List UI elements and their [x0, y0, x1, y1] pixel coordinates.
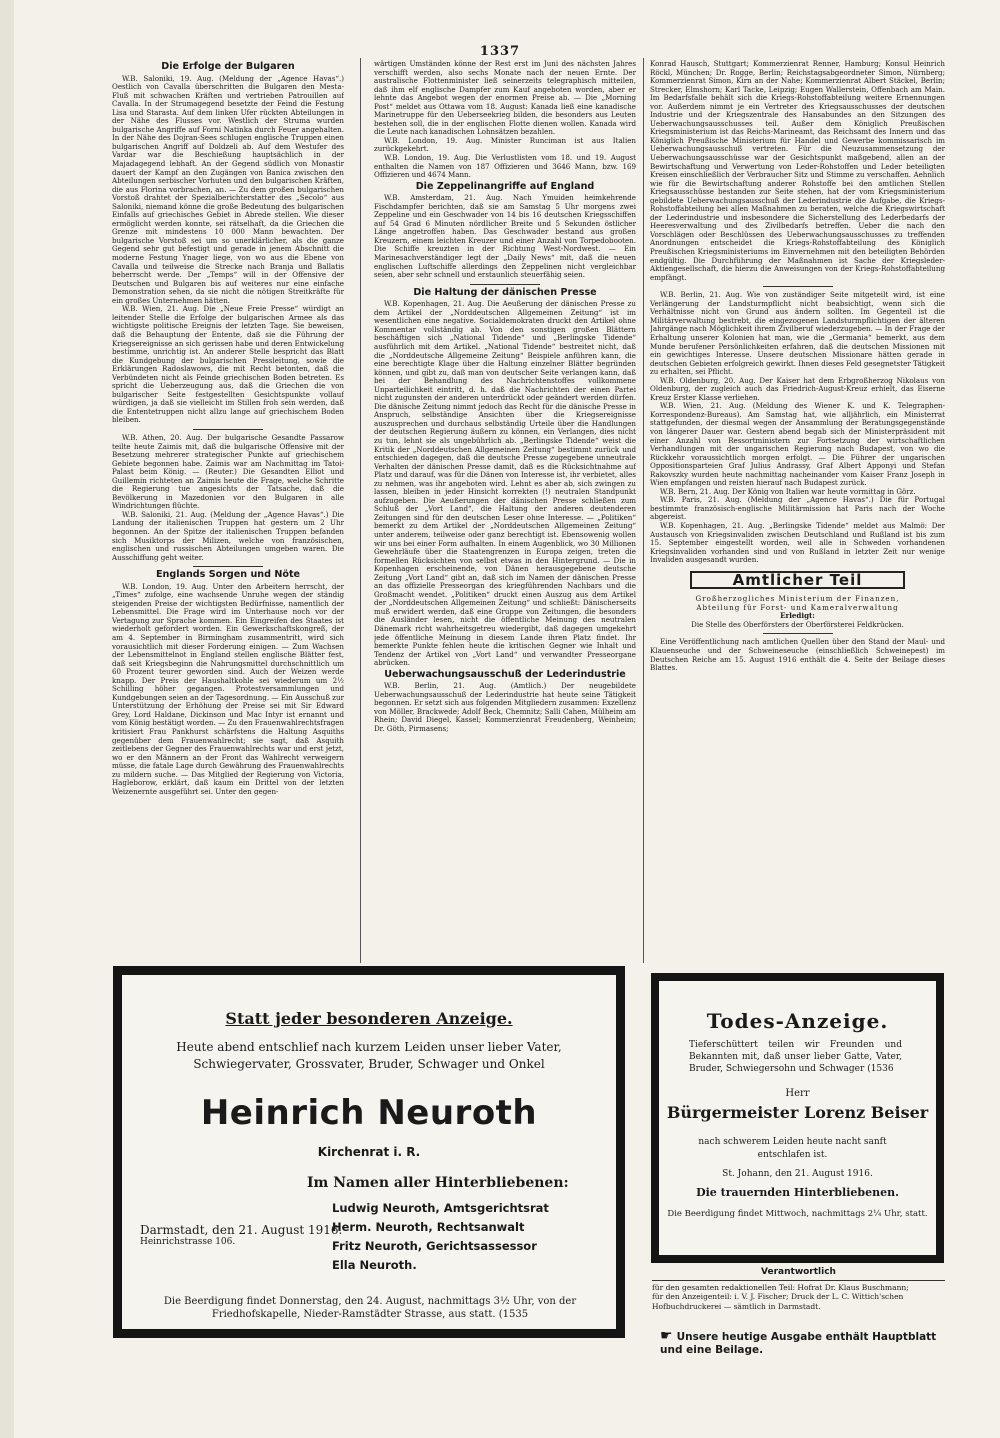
column-divider [643, 58, 644, 963]
death-notice-herr: Herr [785, 1088, 810, 1099]
headline-zeppelin-attacks: Die Zeppelinangriffe auf England [415, 180, 595, 192]
ad-burial-info: Die Beerdigung findet Donnerstag, den 24. August, nachmittags 3½ Uhr, von der Friedhofskapelle, Nieder-Ramstädter Strasse, aus statt. (1535 [163, 1296, 577, 1320]
column-1 [112, 60, 344, 960]
divider [763, 286, 833, 287]
article-paragraph: W.B. Paris, 21. Aug. (Meldung der „Agence Havas“.) Die für Portugal bestimmte französisch-englische Militärmission hat Paris nach der Woche abgereist. [650, 495, 945, 522]
obituary-ad-neuroth [113, 966, 625, 1338]
article-paragraph: W.B. Amsterdam, 21. Aug. Nach Ymuiden heimkehrende Fischdampfer berichten, daß sie am Samstag 5 Uhr morgens zwei Zeppeline und ein Geschwader von 14 bis 16 deutschen Kriegsschiffen auf 54 Grad 6 Minuten nördlicher Breite und 5 Sekunden östlicher Länge angetroffen haben. Das Geschwader bestand aus großen Kreuzern, einem leichten Kreuzer und einer Anzahl von Torpedobooten. Die Schiffe kreuzten in der Richtung West-Nordwest. — Ein Marinesachverständiger legt der „Daily News“ mit, daß die neuen englischen Luftschiffe allerdings den Zeppelinen nicht vergleichbar seien, aber sehr schnell und erstaunlich steuerfähig seien. [374, 193, 636, 280]
death-notice-family: Die trauernden Hinterbliebenen. [696, 1186, 899, 1199]
imprint [652, 1268, 945, 1311]
page-number: 1337 [479, 44, 521, 59]
article-paragraph: W.B. Athen, 20. Aug. Der bulgarische Gesandte Passarow teilte heute Zaimis mit, daß die bulgarische Offensive mit der Besetzung mehrerer strategischer Punkte auf griechischem Gebiete begonnen habe. Zaimis war am Nachmittag im Tatoi-Palast beim König. — (Reuter.) Die Gesandten Elliot und Guillemin richteten an Zaimis heute die Frage, welche Schritte die Regierung tue angesichts der Tatsache, daß die Bevölkerung in Mazedonien vor den Bulgaren in alle Windrichtungen flüchte. [112, 432, 344, 511]
family-member: Herm. Neuroth, Rechtsanwalt [332, 1220, 525, 1234]
article-paragraph: W.B. Saloniki, 21. Aug. (Meldung der „Agence Havas“.) Die Landung der italienischen Truppen hat gestern um 2 Uhr begonnen. An der Spitze der italienischen Truppen befanden sich Musiktorps der Milizen, welche von französischen, englischen und russischen Abteilungen umgeben waren. Die Ausschiffung geht weiter. [112, 509, 344, 562]
deceased-name: Heinrich Neuroth [200, 1093, 538, 1133]
headline-england-worries: Englands Sorgen und Nöte [155, 569, 301, 581]
death-notice-number: (1536 [867, 1064, 894, 1074]
headline-danish-press: Die Haltung der dänischen Presse [413, 286, 597, 298]
column-2 [374, 60, 636, 960]
article-paragraph: W.B. Kopenhagen, 21. Aug. Die Aeußerung der dänischen Presse zu dem Artikel der „Norddeutschen Allgemeinen Zeitung“ ist im wesentlichen eine negative. Socialdemokraten druckt den Artikel ohne Kommentar vollständig ab. Von den sonstigen großen Blättern beschäftigen sich „National Tidende“ und „Berlingske Tidende“ ausführlich mit dem Artikel. „National Tidende“ bestreitet nicht, daß die „Norddeutsche Allgemeine Zeitung“ Beispiele anführen kann, die eine berechtigte Klage über die Haltung einzelner Blätter begründen können, und gibt zu, daß man von deutscher Seite verlangen kann, daß bei der Behandlung des Nachrichtenstoffes vollkommene Unparteilichkeit eintritt, d. h. daß die Nachrichten der einen Partei nicht zugunsten der anderen unterdrückt oder geändert werden dürfen. Die dänische Zeitung nimmt jedoch das Recht für die dänische Presse in Anspruch, selbständige Ansichten über die Kriegsereignisse auszusprechen und durchaus selbständig Urteile über die Handlungen der deutschen Regierung äußern zu können, ein Verlangen, dies nicht zu tun, lehnt sie als ungebührlich ab. „Berlingske Tidende“ weist die Kritik der „Norddeutschen Allgemeinen Zeitung“ bestimmt zurück und entschieden dagegen, daß die deutsche Presse zugegebene unneutrale Verhalten der dänischen Presse damit, daß es die Rücksichtnahme auf Platz und darauf, was für die Dänen von Interesse ist, ihr verbietet, alles zu nehmen, was ihr angeboten wird. Lehnt es aber ab, sich zwingen zu lassen, bleiben in jeder Hinsicht korrekten (!) neutralen Standpunkt aufzugeben. Die Aeußerungen der dänischen Presse schließen zum Schluß der „Vort Land“, die Haltung der anderen deutenderen Zeitungen sind für den deutschen Leser ohne Interesse. — „Politiken“ bemerkt zu dem Artikel der „Norddeutschen Allgemeinen Zeitung“ unter anderem, teilweise oder ganz berechtigt ist. Ebensowenig wollen wir uns bei einer Form aufhalten. In einem Augenblick, wo 30 Millionen Gewehrläufe über die Staatengrenzen in Europa zeigen, treten die formellen Rücksichten von selbst etwas in den Hintergrund. — Die in Kopenhagen erscheinende, von Dänen herausgegebene deutsche Zeitung „Vort Land“ gibt an, daß sich im Namen der dänischen Presse an das offizielle Presseorgan des kriegführenden Nachbars und die Großmacht wendet. „Politiken“ druckt einen Auszug aus dem Artikel der „Norddeutschen Allgemeinen Zeitung“ und schließt: Dänischerseits muß erwidert werden, daß eine Gruppe von Zeitungen, die besonders die Ausländer lesen, nicht die öffentliche Meinung des neutralen Dänemark richt wahrheitsgetreu wiedergibt, daß dagegen umgekehrt jede öffentliche Meinung in diesem Lande ihren Platz findet. Ihr bemerkte Punkte fehlen heute die kritischen Gegner wie Inhalt und Tendenz der Artikel von „Vort Land“ und verwandter Presseorgane abrücken. [374, 299, 636, 668]
death-notice-title: Todes-Anzeige. [706, 1009, 889, 1033]
divider [652, 1280, 945, 1281]
imprint-line: für den Anzeigenteil: i. V. J. Fischer; Druck der L. C. Wittich'schen Hofbuchdruckerei — sämtlich in Darmstadt. [652, 1292, 904, 1311]
article-paragraph: W.B. Berlin, 21. Aug. (Amtlich.) Der neugebildete Ueberwachungsausschuß der Lederindustrie hat heute seine Tätigkeit begonnen. Er setzt sich aus folgenden Mitgliedern zusammen: Exzellenz von Möller, Brackwede; Adolf Beck, Chemnitz; Salli Cahen, Mülheim am Rhein; David Diegel, Kassel; Kommerzienrat Freudenberg, Weinheim; Dr. Göth, Pirmasens; [374, 681, 636, 734]
edition-notice: ☛ Unsere heutige Ausgabe enthält Hauptblatt und eine Beilage. [660, 1328, 937, 1356]
ad-street: Heinrichstrasse 106. [140, 1237, 236, 1247]
article-paragraph: W.B. London, 19. Aug. Die Verlustlisten vom 18. und 19. August enthalten die Namen von 187 Offizieren und 3646 Mann, bzw. 169 Offizieren und 4674 Mann. [374, 153, 636, 180]
column-3 [650, 60, 945, 965]
divider [470, 284, 540, 285]
column-divider [360, 58, 361, 963]
ministry-heading: Großherzogliches Ministerium der Finanzen, [695, 594, 900, 604]
death-notice-burial: Die Beerdigung findet Mittwoch, nachmittags 2¼ Uhr, statt. [667, 1209, 928, 1219]
ministry-subheading: Abteilung für Forst- und Kameralverwaltung [696, 602, 899, 612]
article-paragraph: W.B. London, 19. Aug. Unter den Arbeitern herrscht, der „Times“ zufolge, eine wachsende Unruhe wegen der ständig steigenden Preise der wichtigsten Bedürfnisse, namentlich der Lebensmittel. Die Frage wird im Unterhause noch vor der Vertagung zur Sprache kommen. Ein Eingreifen des Staates ist wiederholt gefordert worden. Ein Gewerkschaftskongreß, der am 4. September in Birmingham zusammentritt, wird sich vorausichtlich mit dieser Forderung einigen. — Zum Wachsen der Lebensmittelnot in England stellen englische Blätter fest, daß seit Kriegsbeginn die Nahrungsmittel durchschnittlich um 60 Prozent teurer geworden sind. Auch der Weizen werde knapp. Der Preis der Haushaltkohle sei wiederum um 2½ Schilling höher gegangen. Protestversammlungen und Kundgebungen seien an der Tagesordnung. — Ein Ausschuß zur Unterstützung der Erhöhung der Preise sei mit Sir Edward Grey, Lord Haldane, Dickinson und Mac Intyr ist ernannt und vom König bestätigt worden. — Zu den Frauenwahlrechtsfragen kritisiert Frau Pankhurst schärfstens die Haltung Asquiths gegenüber dem Frauenwahlrecht; sie sagt, daß Asquith zeitlebens der Gegner des Frauenwahlrechts war und erst jetzt, wo er den Männern an der Front das Wahlrecht verweigern müsse, die fatale Lage durch Gewährung des Frauenwahlrechts zu mildern suche. — Das Mitglied der Regierung von Victoria, Hagleborow, erklärt, daß kaum ein Drittel von der letzten Weizenernte ausgeführt sei. Unter den gegen- [112, 581, 344, 796]
imprint-line: für den gesamten redaktionellen Teil: Hofrat Dr. Klaus Buschmann; [652, 1282, 909, 1292]
death-notice-place: St. Johann, den 21. August 1916. [722, 1169, 873, 1179]
article-paragraph: Konrad Hausch, Stuttgart; Kommerzienrat Renner, Hamburg; Konsul Heinrich Röckl, München; Dr. Rogge, Berlin; Reichstagsabgeordneter Simon, Nürnberg; Kommerzienrat Simon, Kirn an der Nahe; Kommerzienrat Albert Stäckel, Berlin; Strecker, Elmshorn; Karl Tacke, Leipzig; Eugen Wallerstein, Offenbach am Main. Im Bedarfsfalle behält sich die Kriegs-Rohstoffabteilung weitere Ernennungen vor. Außerdem nimmt je ein Vertreter des Kriegsausschusses der deutschen Industrie und der Kriegszentrale des Hansabundes an den Sitzungen des Ueberwachungsausschusses teil. Außer dem Königlich Preußischen Kriegsministerium ist das Reichs-Marineamt, das Reichsamt des Innern und das Königlich Preußische Ministerium für Handel und Gewerbe kommissarisch im Ueberwachungsausschuß vertreten. Für die Neuzusammensetzung der Ueberwachungsausschüsse war der Gesichtspunkt maßgebend, allen an der Bewirtschaftung und Verwertung von Leder-Rohstoffen und Leder beteiligten Kreisen einschließlich der Verbraucher Sitz und Stimme zu verschaffen. Aehnlich wie für die Bewirtschaftung anderer Rohstoffe bei den amtlichen Stellen Kriegsausschüsse bestanden zur Seite stehen, hat der vom Kriegsministerium gebildete Ueberwachungsausschuß der Lederindustrie die Aufgabe, die Kriegs-Rohstoffabteilung bei allen Maßnahmen zu beraten, welche die Kriegswirtschaft der Lederindustrie und insbesondere die Sicherstellung des Lederbedarfs der Heeresverwaltung und des Zivilbedarfs betreffen. Ueber die nach den Vorschlägen oder Beschlüssen des Ueberwachungsausschusses zu treffenden Anordnungen entscheidet die Kriegs-Rohstoffabteilung des Königlich Preußischen Kriegsministeriums im Einvernehmen mit den beteiligten Behörden endgültig. Die Durchführung der Maßnahmen ist Sache der Kriegsleder-Aktiengesellschaft, die hierzu die Anweisungen von der Kriegs-Rohstoffabteilung empfängt. [650, 60, 945, 282]
erledigt-label: Erledigt: [780, 611, 815, 621]
death-notice-text: nach schwerem Leiden heute nacht sanft entschlafen ist. [698, 1137, 887, 1160]
divider [193, 566, 263, 567]
article-paragraph: Eine Veröffentlichung nach amtlichen Quellen über den Stand der Maul- und Klauenseuche und der Schweineseuche (einschließlich Schweinepest) im Deutschen Reiche am 15. August 1916 enthält die 4. Seite der Beilage dieses Blattes. [650, 637, 945, 673]
page-edge [0, 0, 14, 1438]
pointing-hand-icon: ☛ [660, 1328, 673, 1344]
article-paragraph: W.B. Oldenburg, 20. Aug. Der Kaiser hat dem Erbgroßherzog Nikolaus von Oldenburg, der zugleich auch das Friedrich-August-Kreuz erhielt, das Eiserne Kreuz Erster Klasse verliehen. [650, 375, 945, 402]
article-paragraph: W.B. Wien, 21. Aug. Die „Neue Freie Presse“ würdigt an leitender Stelle die Erfolge der bulgarischen Armee als das wichtigste politische Ereignis der letzten Tage. Sie beweisen, daß die Behauptung der Entente, daß sie die Führung der Kriegsereignisse an sich gerissen habe und deren Entwickelung bestimme, unrichtig ist. An anderer Stelle bespricht das Blatt die Kundgebung der bulgarischen Pressleitung, sowie die Erklärungen Radoslawows, die mit Recht betonten, daß die Verbündeten nicht als Feinde griechischen Boden betreten. Es spricht die Ueberzeugung aus, daß die Griechen die von bulgarischer Seite festgestellten Gesichtspunkte vollauf würdigen, ja daß sie vielleicht im Stillen froh sein werden, daß die Ententetruppen nicht allzu lange auf griechischem Boden bleiben. [112, 304, 344, 425]
family-member: Fritz Neuroth, Gerichtsassessor [332, 1239, 537, 1253]
article-paragraph: W.B. London, 19. Aug. Minister Runciman ist aus Italien zurückgekehrt. [374, 135, 636, 154]
article-paragraph: W.B. Bern, 21. Aug. Der König von Italien war heute vormittag in Görz. [660, 486, 916, 496]
death-notice-beiser [651, 973, 944, 1263]
ad-place-date: Darmstadt, den 21. August 1916. [140, 1223, 343, 1237]
deceased-title: Kirchenrat i. R. [317, 1145, 421, 1159]
divider [193, 429, 263, 430]
headline-bulgarian-successes: Die Erfolge der Bulgaren [161, 61, 295, 72]
ad-number: (1535 [498, 1309, 529, 1320]
ad-intro: Heute abend entschlief nach kurzem Leiden unser lieber Vater, Schwiegervater, Grossvater, Bruder, Schwager und Onkel [176, 1040, 562, 1071]
article-paragraph: W.B. Wien, 21. Aug. (Meldung des Wiener K. und K. Telegraphen-Korrespondenz-Bureaus). Am Samstag hat, wie alljährlich, ein Ministerrat stattgefunden, der diesmal wegen der Ansammlung der Beratungsgegenstände von längerer Dauer war. Gestern abend begab sich der Ministerpräsident mit einer Anzahl von Ressortministern zur Fortsetzung der wirtschaftlichen Verhandlungen mit der ungarischen Regierung nach Budapest, von wo die Rückkehr voraussichtlich morgen erfolgt. — Die Führer der ungarischen Oppositionsparteien Graf Julius Andrassy, Graf Albert Apponyi und Stefan Rakovszky wurden heute nachmittag nacheinander vom Kaiser Franz Joseph in Wien empfangen und reisten hierauf nach Budapest zurück. [650, 401, 945, 488]
article-paragraph: W.B. Kopenhagen, 21. Aug. „Berlingske Tidende“ meldet aus Malmö: Der Austausch von Kriegsinvaliden zwischen Deutschland und Rußland ist bis zum 15. September eingestellt worden, weil alle in Schweden vorhandenen Kriegsinvaliden vorhanden sind und von Rußland in letzter Zeit nur wenige Invaliden ausgesandt wurden. [650, 520, 945, 565]
divider [763, 633, 833, 634]
family-member: Ella Neuroth. [332, 1258, 417, 1272]
family-member: Ludwig Neuroth, Amtsgerichtsrat [332, 1201, 549, 1215]
on-behalf-line: Im Namen aller Hinterbliebenen: [307, 1175, 569, 1191]
official-section-heading: Amtlicher Teil [690, 571, 905, 590]
article-paragraph: wärtigen Umständen könne der Rest erst im Juni des nächsten Jahres verschifft werden, also sechs Monate nach der neuen Ernte. Der australische Flottenminister ließ seinerzeits telegraphisch mitteilen, daß ihm elf englische Dampfer zum Kauf angeboten worden, aber er lehnte das Angebot wegen der enormen Preise ab. — Die „Morning Post“ meldet aus Ottawa vom 18. August: Kanada ließ eine kanadische Marinetruppe für den Ueberseekrieg bilden, die besonders aus Leuten bestehen soll, die in der englischen Flotte dienen wollen. Kanada wird die Leute nach kanadischen Lohnsätzen bezahlen. [374, 60, 636, 137]
imprint-title: Verantwortlich [761, 1267, 836, 1277]
death-notice-body: Tieferschüttert teilen wir Freunden und Bekannten mit, daß unser lieber Gatte, Vater, Bruder, Schwiegersohn und Schwager (1536 [689, 1040, 902, 1074]
article-paragraph: W.B. Berlin, 21. Aug. Wie von zuständiger Seite mitgeteilt wird, ist eine Verlängerung der Landsturmpflicht nicht beabsichtigt, wenn sich die Verhältnisse nicht von Grund aus ändern sollten. Im Gegenteil ist die Militärverwaltung bestrebt, die eingezogenen Landsturmpflichtigen der älteren Jahrgänge nach Möglichkeit ihrem Zivilberuf wiederzugeben. — In der Frage der Erhaltung unserer Kolonien hat man, wie die „Germania“ bemerkt, aus dem Munde berufener Persönlichkeiten erfahren, daß die deutschen Missionen mit ein gewichtiges Interesse. Unsere deutschen Missionare hätten gerade in deutschen Gebieten erfolgreich gewirkt. Ihnen dieses Feld gesegnetster Tätigkeit zu erhalten, sei Pflicht. [650, 290, 945, 377]
headline-leather-committee: Ueberwachungsausschuß der Lederindustrie [384, 668, 626, 680]
ad-heading: Statt jeder besonderen Anzeige. [225, 1009, 513, 1028]
vacancy-notice: Die Stelle des Oberförsters der Oberförsterei Feldkrücken. [691, 619, 904, 629]
death-notice-name: Bürgermeister Lorenz Beiser [666, 1103, 929, 1122]
article-paragraph: W.B. Saloniki, 19. Aug. (Meldung der „Agence Havas“.) Oestlich von Cavalla überschritten die Bulgaren den Mesta-Fluß mit schwachen Kräften und vertrieben Patrouillen auf Cavalla. In der Strumagegend besetzte der Feind die Festung Lisa und Starasta. Auf dem linken Ufer rückten Abteilungen in der Nähe des Flusses vor. Westlich der Struma wurden bulgarische Angriffe auf Forni Natinka durch Feuer angehalten. In der Nähe des Dojran-Sees schlugen englische Truppen einen bulgarischen Angriff auf Doldzeli ab. Auf dem Westufer des Vardar war die Beschießung hauptsächlich in der Majadagegend lebhaft. An der Gegend südlich von Monastir dauert der Kampf an den Zugängen von Banica zwischen den Abteilungen serbischer Vorhuten und den bulgarischen Kräften, die aus Florina vorbrachen, an. — Zu dem großen bulgarischen Vorstoß drahtet der Spezialberichterstatter des „Secolo“ aus Saloniki, niemand könne die große Bedeutung des bulgarischen Einfalls auf griechisches Gebiet in Abrede stellen. Wie dieser ermöglicht werden konnte, sei rätselhaft, da die Griechen die Grenze mit mindestens 10 000 Mann bewachten. Der bulgarische Vorstoß sei um so unerklärlicher, als die ganze Gegend sehr gut befestigt und gerade in jenem Abschnitt die moderne Festung Ynager liege, von wo aus die Ebene von Cavalla und teilweise die Strecke nach Branja und Ballatis beherrscht werde. Der „Temps“ will in der Offensive der Deutschen und Bulgaren bis auf weiteres nur eine einfache Demonstration sehen, da sie nicht die nötigen Streitkräfte für ein großes Unternehmen hätten. [112, 73, 344, 305]
